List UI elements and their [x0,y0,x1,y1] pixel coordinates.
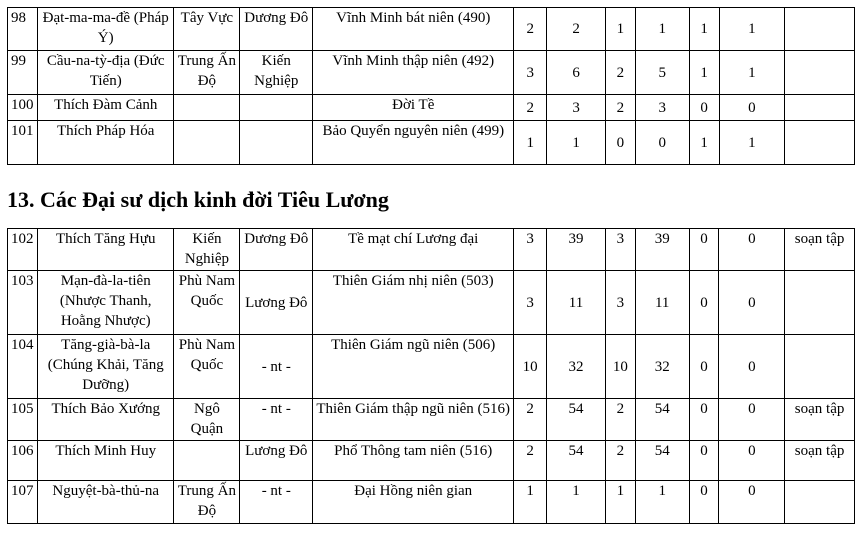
count-2: 1 [547,481,606,524]
note: soạn tập [785,229,855,271]
era: Thiên Giám thập ngũ niên (516) [313,399,514,441]
era: Vĩnh Minh bát niên (490) [313,8,514,51]
count-3: 2 [605,95,635,121]
translator-name: Mạn-đà-la-tiên (Nhược Thanh, Hoằng Nhược) [37,271,173,335]
origin: Ngô Quận [174,399,240,441]
row-number: 107 [8,481,38,524]
count-6: 0 [719,229,785,271]
count-1: 3 [514,229,547,271]
count-5: 0 [689,335,719,399]
origin: Phù Nam Quốc [174,271,240,335]
translator-name: Cầu-na-tỳ-địa (Đức Tiến) [37,51,173,95]
table-row [8,335,855,399]
note [785,95,855,121]
note: soạn tập [785,441,855,481]
translator-name: Nguyệt-bà-thủ-na [37,481,173,524]
count-1: 2 [514,95,547,121]
count-1: 2 [514,399,547,441]
count-1: 3 [514,271,547,335]
count-1: 2 [514,8,547,51]
count-2: 39 [547,229,606,271]
translator-name: Đạt-ma-ma-đề (Pháp Ý) [37,8,173,51]
translators-table-1 [7,7,855,165]
origin: Trung Ấn Độ [174,51,240,95]
place: Kiến Nghiệp [240,51,313,95]
count-6: 0 [719,399,785,441]
count-6: 1 [719,51,785,95]
count-5: 0 [689,399,719,441]
section-title: 13. Các Đại sư dịch kinh đời Tiêu Lương [7,187,389,212]
count-3: 3 [605,271,635,335]
count-4: 39 [635,229,689,271]
table-row [8,399,855,441]
count-3: 3 [605,229,635,271]
count-3: 1 [605,481,635,524]
table-row [8,481,855,524]
count-4: 0 [635,121,689,165]
count-5: 0 [689,441,719,481]
count-1: 1 [514,481,547,524]
count-2: 32 [547,335,606,399]
note: soạn tập [785,399,855,441]
count-4: 11 [635,271,689,335]
era: Phổ Thông tam niên (516) [313,441,514,481]
translator-name: Tăng-già-bà-la (Chúng Khải, Tăng Dưỡng) [37,335,173,399]
count-5: 0 [689,481,719,524]
count-3: 10 [605,335,635,399]
table-row [8,121,855,165]
count-2: 3 [547,95,606,121]
count-5: 1 [689,51,719,95]
era: Thiên Giám nhị niên (503) [313,271,514,335]
count-5: 0 [689,271,719,335]
note [785,8,855,51]
count-2: 2 [547,8,606,51]
count-3: 2 [605,399,635,441]
count-5: 1 [689,121,719,165]
count-4: 5 [635,51,689,95]
origin [174,95,240,121]
era: Đại Hồng niên gian [313,481,514,524]
place: Lương Đô [240,441,313,481]
origin [174,121,240,165]
count-6: 0 [719,271,785,335]
place: - nt - [240,399,313,441]
place: Dương Đô [240,8,313,51]
era: Tề mạt chí Lương đại [313,229,514,271]
origin: Kiến Nghiệp [174,229,240,271]
note [785,481,855,524]
count-6: 0 [719,335,785,399]
table-row [8,51,855,95]
table-row [8,229,855,271]
translators-table-2 [7,228,855,524]
row-number: 102 [8,229,38,271]
table-row [8,8,855,51]
translator-name: Thích Đàm Cảnh [37,95,173,121]
count-2: 54 [547,441,606,481]
count-5: 1 [689,8,719,51]
count-5: 0 [689,229,719,271]
row-number: 104 [8,335,38,399]
count-4: 1 [635,8,689,51]
count-6: 0 [719,481,785,524]
count-6: 1 [719,8,785,51]
era: Vĩnh Minh thập niên (492) [313,51,514,95]
table-row [8,441,855,481]
origin: Trung Ấn Độ [174,481,240,524]
count-3: 2 [605,441,635,481]
translator-name: Thích Pháp Hóa [37,121,173,165]
place: Lương Đô [240,271,313,335]
translator-name: Thích Minh Huy [37,441,173,481]
table-row [8,95,855,121]
count-4: 54 [635,441,689,481]
era: Đời Tề [313,95,514,121]
count-3: 2 [605,51,635,95]
count-3: 1 [605,8,635,51]
place [240,121,313,165]
place: Dương Đô [240,229,313,271]
note [785,121,855,165]
row-number: 98 [8,8,38,51]
translator-name: Thích Bảo Xướng [37,399,173,441]
count-2: 11 [547,271,606,335]
note [785,335,855,399]
count-1: 1 [514,121,547,165]
place: - nt - [240,335,313,399]
count-3: 0 [605,121,635,165]
count-4: 54 [635,399,689,441]
count-2: 1 [547,121,606,165]
count-6: 1 [719,121,785,165]
row-number: 106 [8,441,38,481]
place [240,95,313,121]
count-4: 3 [635,95,689,121]
count-1: 2 [514,441,547,481]
count-5: 0 [689,95,719,121]
row-number: 99 [8,51,38,95]
translator-name: Thích Tăng Hựu [37,229,173,271]
table-row [8,271,855,335]
count-4: 32 [635,335,689,399]
count-6: 0 [719,95,785,121]
count-1: 10 [514,335,547,399]
era: Bảo Quyển nguyên niên (499) [313,121,514,165]
origin: Phù Nam Quốc [174,335,240,399]
row-number: 100 [8,95,38,121]
count-6: 0 [719,441,785,481]
note [785,51,855,95]
count-1: 3 [514,51,547,95]
origin: Tây Vực [174,8,240,51]
row-number: 101 [8,121,38,165]
place: - nt - [240,481,313,524]
origin [174,441,240,481]
count-2: 54 [547,399,606,441]
row-number: 105 [8,399,38,441]
row-number: 103 [8,271,38,335]
note [785,271,855,335]
era: Thiên Giám ngũ niên (506) [313,335,514,399]
count-2: 6 [547,51,606,95]
count-4: 1 [635,481,689,524]
